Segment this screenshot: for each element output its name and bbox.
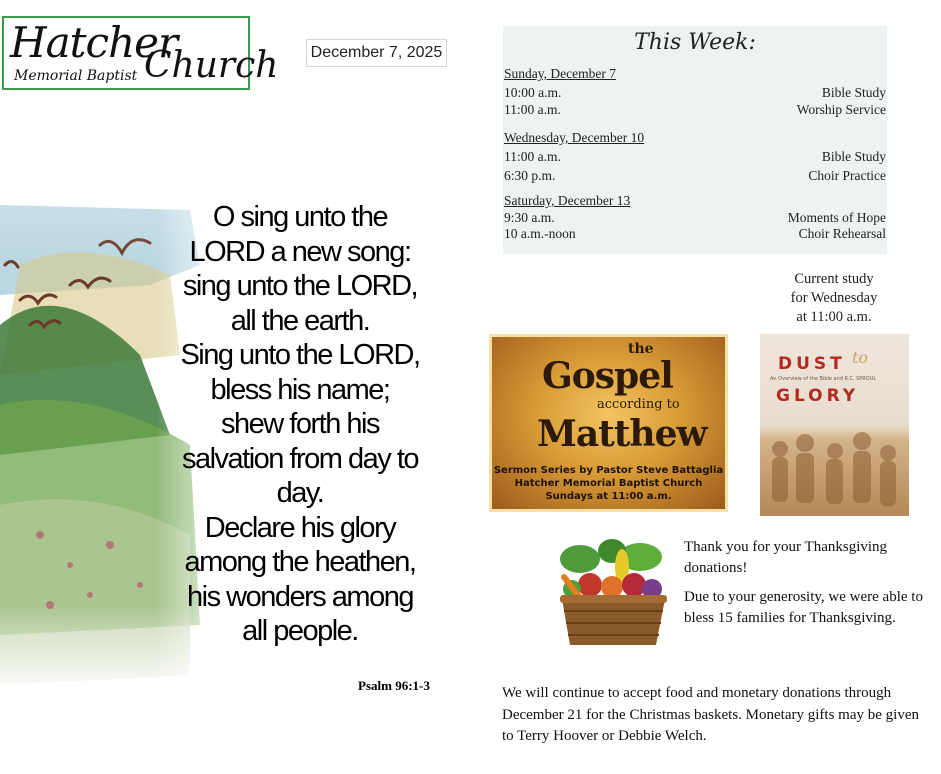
event-name: Moments of Hope — [787, 210, 886, 225]
event-time: 10 a.m.-noon — [504, 226, 576, 241]
schedule-day-saturday: Saturday, December 13 — [504, 193, 631, 208]
event-time: 9:30 a.m. — [504, 210, 555, 225]
thanksgiving-thanks — [684, 537, 934, 637]
banner-gospel: Gospel — [542, 355, 673, 397]
verse-line: salvation from day to — [181, 442, 419, 475]
banner-details — [492, 464, 725, 503]
event-name: Worship Service — [796, 102, 886, 117]
banner-matthew: Matthew — [537, 413, 707, 455]
verse-line: Sing unto the LORD, — [180, 339, 420, 371]
thanks-paragraph: Thank you for your Thanksgiving donations! — [684, 539, 888, 576]
logo-word-hatcher: Hatcher — [10, 18, 178, 67]
gospel-matthew-banner — [489, 334, 728, 512]
schedule-title: This Week: — [634, 30, 756, 55]
book-title-dust: DUST — [778, 354, 846, 374]
verse-line: LORD a new song: — [189, 235, 411, 268]
event-name: Choir Practice — [808, 168, 886, 183]
verse-line: all the earth. — [230, 304, 370, 337]
logo-word-memorial-baptist: Memorial Baptist — [14, 68, 138, 84]
study-note-line: for Wednesday — [790, 290, 878, 306]
bulletin-date: December 7, 2025 — [306, 39, 447, 67]
study-note-line: at 11:00 a.m. — [796, 309, 872, 325]
verse-line: all people. — [242, 615, 358, 647]
generosity-paragraph: Due to your generosity, we were able to bless 15 families for Thanksgiving. — [684, 589, 923, 626]
book-title-glory: GLORY — [776, 386, 860, 406]
banner-time: Sundays at 11:00 a.m. — [545, 491, 672, 502]
verse-reference: Psalm 96:1-3 — [358, 678, 430, 693]
cover-figures-art — [760, 429, 909, 516]
banner-series: Sermon Series by Pastor Steve Battaglia — [493, 465, 724, 476]
verse-line: Declare his glory — [204, 511, 396, 544]
verse-line: sing unto the LORD, — [182, 270, 418, 302]
schedule-day-wednesday: Wednesday, December 10 — [504, 130, 645, 145]
logo-word-church: Church — [144, 45, 279, 86]
verse-line: among the heathen, — [184, 546, 416, 578]
book-subtitle: An Overview of the Bible and R.C. SPROUL — [770, 376, 877, 382]
produce-basket-illustration — [550, 537, 677, 649]
banner-church: Hatcher Memorial Baptist Church — [514, 478, 703, 489]
banner-according: according to — [597, 397, 680, 412]
event-time: 10:00 a.m. — [504, 85, 562, 100]
banner-the: the — [628, 341, 654, 357]
study-note-line: Current study — [794, 271, 874, 287]
current-study-note — [770, 270, 898, 327]
verse-line: bless his name; — [210, 373, 390, 406]
verse-line: day. — [276, 477, 324, 509]
dust-to-glory-book-cover — [760, 334, 909, 516]
verse-line: his wonders among — [187, 580, 413, 613]
event-time: 11:00 a.m. — [504, 149, 561, 164]
psalm-verse — [160, 200, 440, 649]
event-name: Bible Study — [821, 149, 886, 164]
event-name: Bible Study — [821, 85, 886, 100]
verse-line: O sing unto the — [212, 201, 388, 233]
church-logo — [2, 16, 279, 90]
schedule-day-sunday: Sunday, December 7 — [504, 66, 616, 81]
event-time: 6:30 p.m. — [504, 168, 556, 183]
this-week-schedule — [503, 26, 887, 254]
event-name: Choir Rehearsal — [798, 226, 886, 241]
event-time: 11:00 a.m. — [504, 102, 561, 117]
christmas-donations-note: We will continue to accept food and monetary donations through December 21 for the Christmas baskets. Monetary gifts may be given to Terry Hoover or Debbie Welch. — [502, 685, 919, 744]
verse-line: shew forth his — [221, 408, 379, 440]
book-title-to: to — [852, 348, 869, 367]
